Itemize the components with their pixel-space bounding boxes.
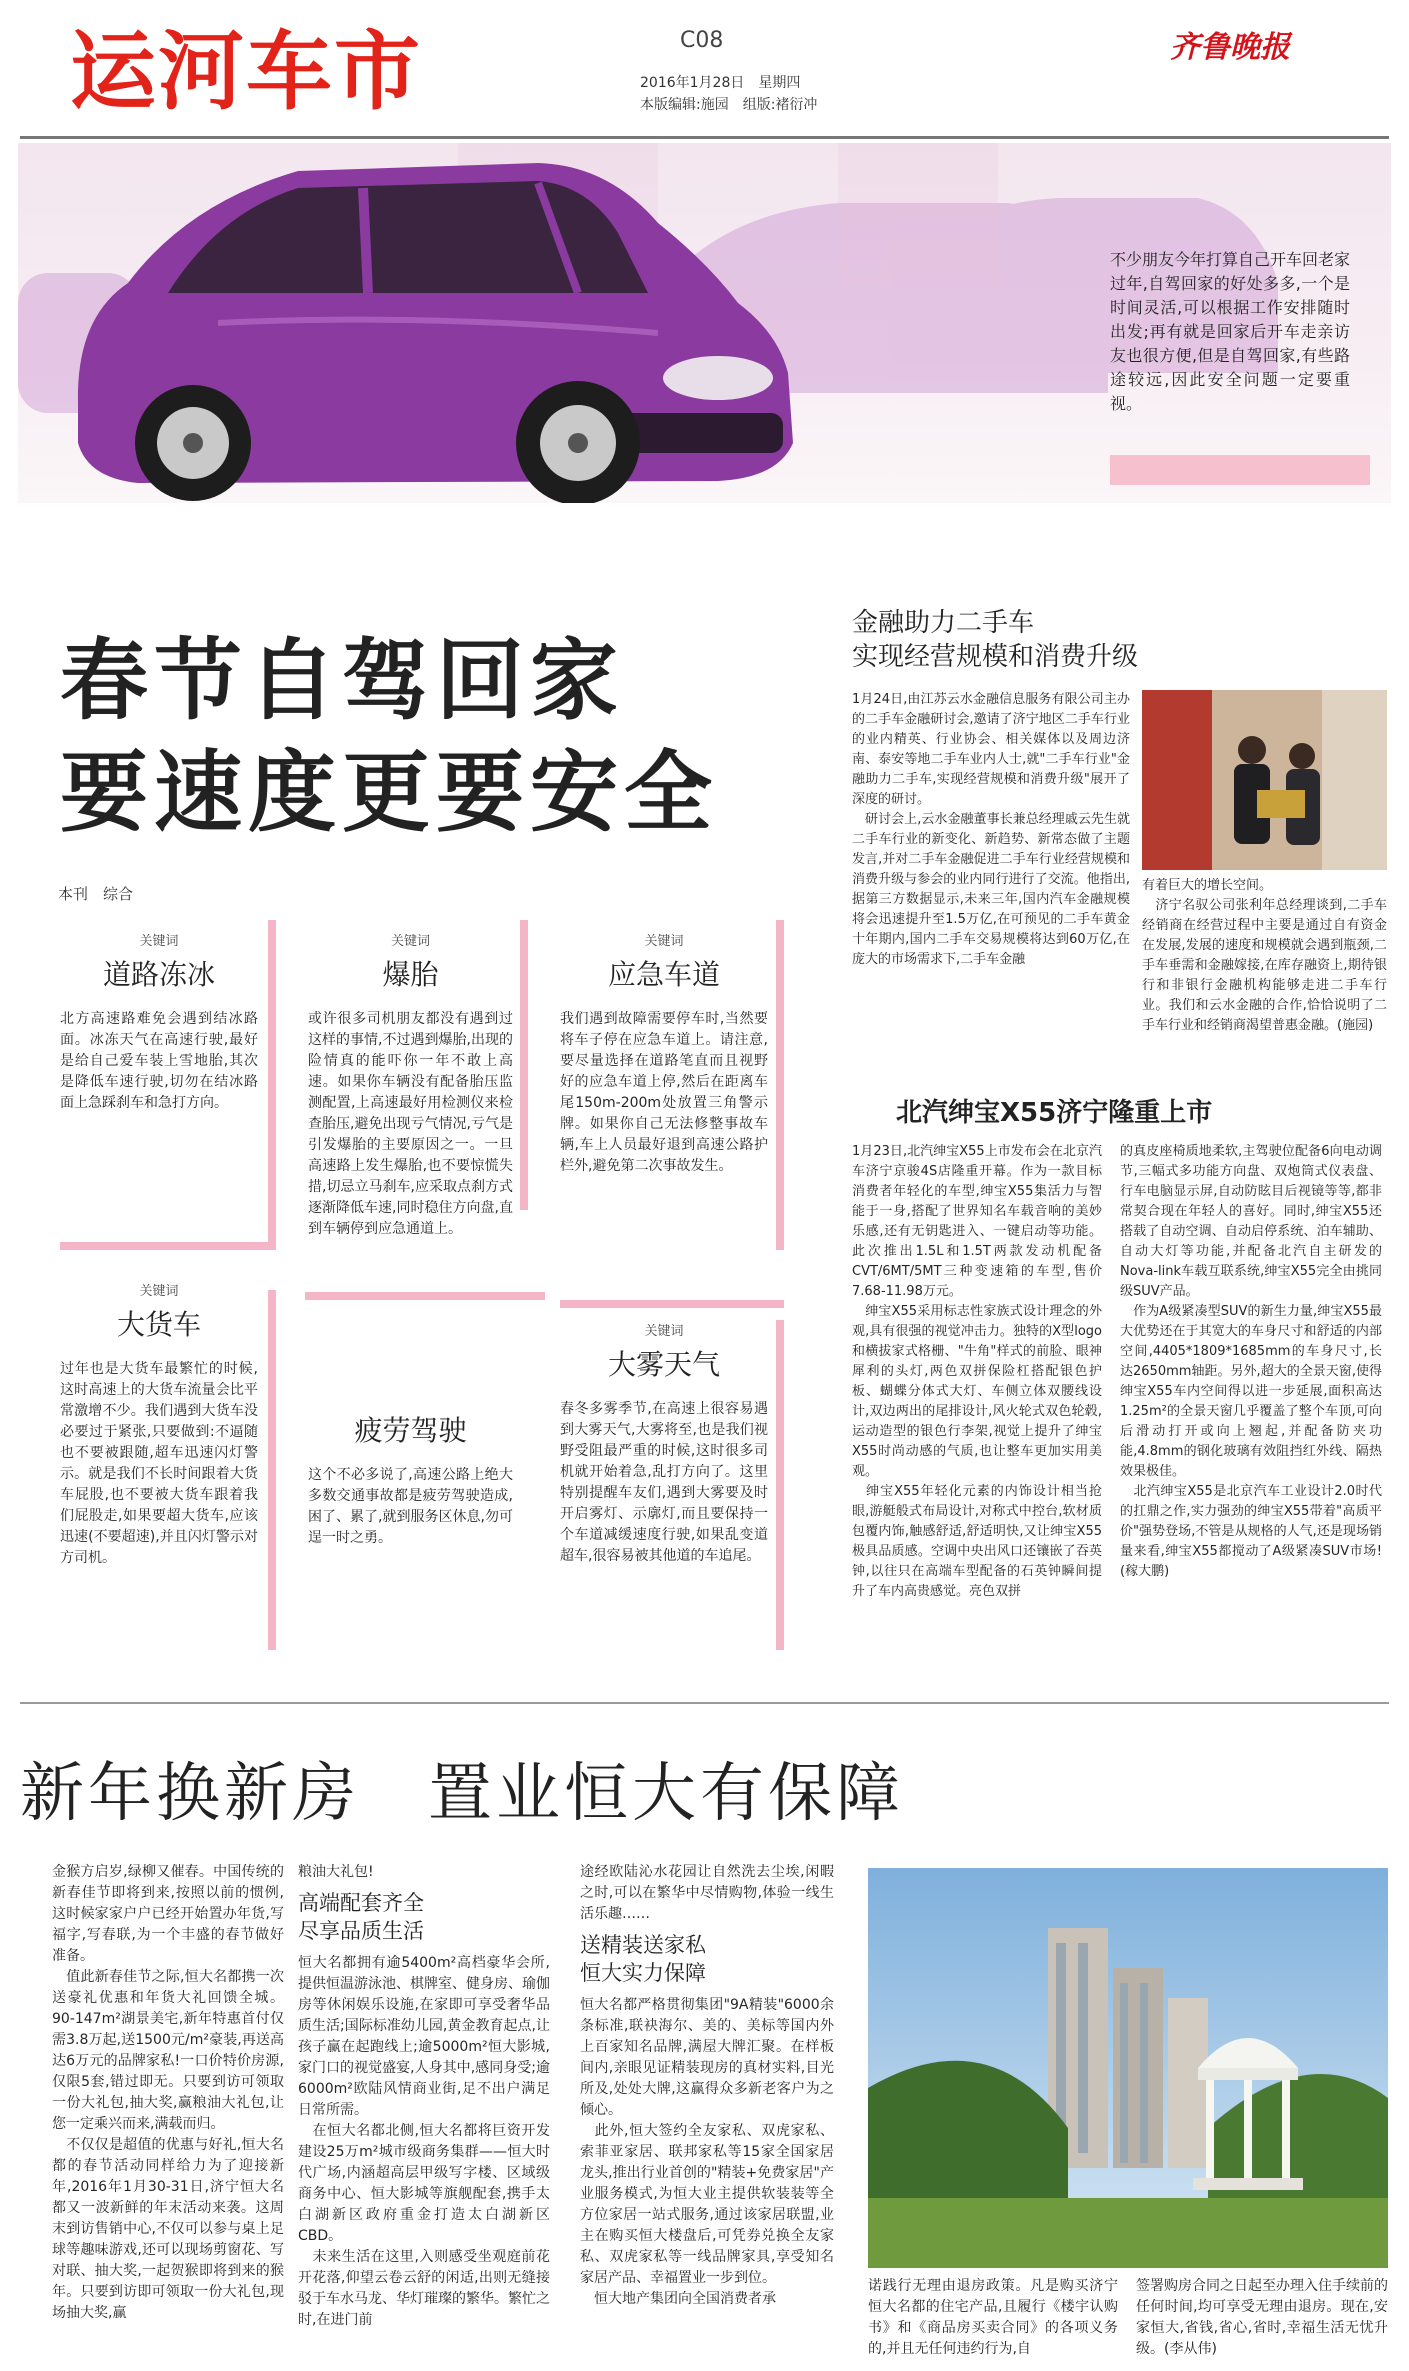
evergrande-col3-top: 途经欧陆沁水花园让自然洗去尘埃,闲暇之时,可以在繁华中尽情购物,体验一线生活乐趣…… xyxy=(580,1864,834,1922)
frame-line xyxy=(60,1242,276,1250)
keyword-box-emergency-lane xyxy=(560,930,768,1177)
keyword-tag: 关键词 xyxy=(644,1324,684,1339)
frame-line xyxy=(520,920,528,1210)
keyword-title: 疲劳驾驶 xyxy=(354,1414,467,1447)
keyword-tag: 关键词 xyxy=(139,934,179,949)
evergrande-headline: 新年换新房 置业恒大有保障 xyxy=(20,1757,904,1831)
keyword-box-fog xyxy=(560,1320,768,1567)
frame-line xyxy=(268,1290,276,1650)
seminar-photo-illustration xyxy=(1142,690,1387,870)
keyword-body: 春冬多雾季节,在高速上很容易遇到大雾天气,大雾将至,也是我们视野受阻最严重的时候,这时很多司机就开始着急,乱打方向了。这里特别提醒车友们,遇到大雾要及时开启雾灯、示廓灯,而且要保持一个车道减缓速度行驶,如果乱变道超车,很容易被其他道的车追尾。 xyxy=(560,1401,768,1564)
keyword-title: 大雾天气 xyxy=(607,1348,720,1381)
frame-line xyxy=(305,1292,545,1300)
hero-accent-bar xyxy=(1110,455,1370,485)
evergrande-subtitle-1b: 尽享品质生活 xyxy=(298,1919,424,1943)
frame-line xyxy=(776,920,784,1250)
evergrande-col1: 金猴方启岁,绿柳又催春。中国传统的新春佳节即将到来,按照以前的惯例,这时候家家户户已经开始置办年货,写福字,写春联,为一个丰盛的春节做好准备。 值此新春佳节之际,恒大名都携一次送豪礼优惠和年货大礼回馈全城。90-147m²湖景美宅,新年特惠首付仅需3.8万起,送1500元/m²豪装,再送高达6万元的品牌家私!一口价特价房源,仅限5套,错过即无。只要到访可领取一份大礼包,抽大奖,赢粮油大礼包,让您一定乘兴而来,满载而归。 不仅仅是超值的优惠与好礼,恒大名都的春节活动同样给力为了迎接新年,2016年1月30-31日,济宁恒大名都又一波新鲜的年末活动来袭。这周末到访售销中心,不仅可以参与桌上足球等趣味游戏,还可以现场剪窗花、写对联、抽大奖,一起贺猴即将到来的猴年。只要到访即可领取一份大礼包,现场抽大奖,赢 xyxy=(52,1864,284,2321)
finance-article-title xyxy=(852,606,1372,674)
keyword-body: 北方高速路难免会遇到结冰路面。冰冻天气在高速行驶,最好是给自己爱车装上雪地胎,其次是降低车速行驶,切勿在结冰路面上急踩刹车和急打方向。 xyxy=(60,1011,258,1111)
main-headline-line1: 春节自驾回家 xyxy=(60,629,625,732)
baic-article-body-right: 的真皮座椅质地柔软,主驾驶位配备6向电动调节,三幅式多功能方向盘、双炮筒式仪表盘、行车电脑显示屏,自动防眩目后视镜等等,都非常契合现在年轻人的喜好。同时,绅宝X55还搭载了自动空调、自动启停系统、泊车辅助、自动大灯等功能,并配备北汽自主研发的Nova-link车载互联系统,绅宝X55完全由挑同级SUV产品。 作为A级紧凑型SUV的新生力量,绅宝X55最大优势还在于其宽大的车身尺寸和舒适的内部空间,4405*1809*1685mm的车身尺寸,长达2650mm轴距。另外,超大的全景天窗,使得绅宝X55车内空间得以进一步延展,面积高达1.25m²的全景天窗几乎覆盖了整个车顶,可向后滑动打开或向上翘起,并配备防夹功能,4.8mm的钢化玻璃有效阻挡红外线、隔热效果极佳。 北汽绅宝X55是北京汽车工业设计2.0时代的扛鼎之作,实力强劲的绅宝X55带着"高质平价"强势登场,不管是从规格的人气,还是现场销量来看,绅宝X55都搅动了A级紧凑SUV市场!(稼大鹏) xyxy=(1120,1144,1382,1579)
residence-photo xyxy=(868,1868,1388,2268)
baic-article-title: 北汽绅宝X55济宁隆重上市 xyxy=(896,1098,1213,1128)
keyword-tag: 关键词 xyxy=(139,1284,179,1299)
keyword-title: 应急车道 xyxy=(607,958,720,991)
keyword-tag: 关键词 xyxy=(644,934,684,949)
evergrande-col3 xyxy=(580,1862,834,2310)
evergrande-under-photo-left: 诺践行无理由退房政策。凡是购买济宁恒大名都的住宅产品,且履行《楼宇认购书》和《商品房买卖合同》的各项义务的,并且无任何违约行为,自 xyxy=(868,2278,1118,2357)
issue-date: 2016年1月28日 星期四 xyxy=(640,75,801,91)
keyword-body: 这个不必多说了,高速公路上绝大多数交通事故都是疲劳驾驶造成,困了、累了,就到服务区休息,勿可逞一时之勇。 xyxy=(308,1467,513,1546)
frame-line xyxy=(268,920,276,1250)
keyword-body: 我们遇到故障需要停车时,当然要将车子停在应急车道上。请注意,要尽量选择在道路笔直而且视野好的应急车道上停,然后在距离车尾150m-200m处放置三角警示牌。如果你自己无法修整事故车辆,车上人员最好退到高速公路护栏外,避免第二次事故发生。 xyxy=(560,1011,768,1174)
keyword-title: 大货车 xyxy=(116,1308,201,1341)
keyword-tag: 关键词 xyxy=(390,934,430,949)
keyword-box-tire-blowout xyxy=(308,930,513,1240)
editor-credits: 本版编辑:施园 组版:褚衍冲 xyxy=(640,97,818,113)
keyword-title: 道路冻冰 xyxy=(102,958,215,991)
finance-title-line2: 实现经营规模和消费升级 xyxy=(852,642,1139,672)
keyword-title: 爆胎 xyxy=(382,958,439,991)
main-headline xyxy=(60,625,820,849)
keyword-body: 过年也是大货车最繁忙的时候,这时高速上的大货车流量会比平常激增不少。我们遇到大货车没必要过于紧张,只要做到:不逼随也不要被跟随,超车迅速闪灯警示。就是我们不长时间跟着大货车屁股,也不要被大货车跟着我们屁股走,如果要超大货车,应该迅速(不要超速),并且闪灯警示对方司机。 xyxy=(60,1361,258,1566)
byline: 本刊 综合 xyxy=(58,885,134,903)
frame-line xyxy=(560,1300,784,1308)
evergrande-subtitle-2a: 送精装送家私 xyxy=(580,1933,706,1957)
main-headline-line2: 要速度更要安全 xyxy=(60,741,719,844)
finance-article-body-left: 1月24日,由江苏云水金融信息服务有限公司主办的二手车金融研讨会,邀请了济宁地区二手车行业的业内精英、行业协会、相关媒体以及周边济南、泰安等地二手车业内人士,就"二手车行业"金融助力二手车,实现经营规模和消费升级"展开了深度的研讨。 研讨会上,云水金融董事长兼总经理戚云先生就二手车行业的新变化、新趋势、新常态做了主题发言,并对二手车金融促进二手车行业经营规模和消费升级与参会的业内同行进行了交流。他指出,据第三方数据显示,未来三年,国内汽车金融规模将会迅速提升至1.5万亿,在可预见的二手车黄金十年期内,国内二手车交易规模将达到60万亿,在庞大的市场需求下,二手车金融 xyxy=(852,692,1130,967)
evergrande-subtitle-1a: 高端配套齐全 xyxy=(298,1891,424,1915)
keyword-box-trucks xyxy=(60,1280,258,1569)
evergrande-under-photo-right: 签署购房合同之日起至办理入住手续前的任何时间,均可享受无理由退房。现在,安家恒大,省钱,省心,省时,幸福生活无忧升级。(李从伟) xyxy=(1136,2278,1388,2357)
evergrande-col2-body: 恒大名都拥有逾5400m²高档豪华会所,提供恒温游泳池、棋牌室、健身房、瑜伽房等休闲娱乐设施,在家即可享受奢华品质生活;国际标准幼儿园,黄金教育起点,让孩子赢在起跑线上;逾5000m²恒大影城,家门口的视觉盛宴,人身其中,感同身受;逾6000m²欧陆风情商业街,足不出户满足日常所需。 在恒大名都北侧,恒大名都将巨资开发建设25万m²城市级商务集群——恒大时代广场,内涵超高层甲级写字楼、区域级商务中心、恒大影城等旗舰配套,携手太白湖新区政府重金打造太白湖新区CBD。 未来生活在这里,入则感受坐观庭前花开花落,仰望云卷云舒的闲适,出则无缝接驳于车水马龙、华灯璀璨的繁华。繁忙之时,在进门前 xyxy=(298,1955,550,2328)
baic-article-body-left: 1月23日,北汽绅宝X55上市发布会在北京汽车济宁京骏4S店隆重开幕。作为一款目标消费者年轻化的车型,绅宝X55集活力与智能于一身,搭配了世界知名车载音响的美妙乐感,还有无钥匙进入、一键启动等功能。此次推出1.5L和1.5T两款发动机配备CVT/6MT/5MT三种变速箱的车型,售价7.68-11.98万元。 绅宝X55采用标志性家族式设计理念的外观,具有很强的视觉冲击力。独特的X型logo和横拔家式格栅、"牛角"样式的前脸、眼神犀利的头灯,两色双拼保险杠搭配银色护板、蝴蝶分体式大灯、车侧立体双腰线设计,双边两出的尾排设计,风火轮式双色轮毂,运动造型的银色行李架,视觉上提升了绅宝X55时尚动感的气质,也让整车更加实用美观。 绅宝X55年轻化元素的内饰设计相当抢眼,游艇般式布局设计,对称式中控台,软材质包覆内饰,触感舒适,舒适明快,又让绅宝X55极具品质感。空调中央出风口还镶嵌了吞英钟,以往只在高端车型配备的石英钟瞬间提升了车内高贵感觉。亮色双拼 xyxy=(852,1144,1102,1599)
masthead-title: 运河车市 xyxy=(70,22,422,122)
section-divider xyxy=(20,1702,1389,1704)
keyword-body: 或许很多司机朋友都没有遇到过这样的事情,不过遇到爆胎,出现的险情真的能吓你一年不敢上高速。如果你车辆没有配备胎压监测配置,上高速最好用检测仪来检查胎压,避免出现亏气情况,亏气是引发爆胎的主要原因之一。一旦高速路上发生爆胎,也不要惊慌失措,切忌立马刹车,应采取点刹方式逐渐降低车速,同时稳住方向盘,直到车辆停到应急通道上。 xyxy=(308,1011,513,1237)
finance-title-line1: 金融助力二手车 xyxy=(852,608,1035,638)
keyword-box-road-ice xyxy=(60,930,258,1114)
frame-line xyxy=(776,1320,784,1650)
evergrande-col3-body: 恒大名都严格贯彻集团"9A精装"6000余条标准,联袂海尔、美的、美标等国内外上百家知名品牌,满屋大牌汇聚。在样板间内,亲眼见证精装现房的真材实料,目光所及,处处大牌,这赢得众多新老客户为之倾心。 此外,恒大签约全友家私、双虎家私、索菲亚家居、联邦家私等15家全国家居龙头,推出行业首创的"精装+免费家居"产业服务模式,为恒大业主提供软装装等全方位家居一站式服务,通过该家居联盟,业主在购买恒大楼盘后,可凭券兑换全友家私、双虎家私等一线品牌家具,享受知名家居产品、幸福置业一步到位。 恒大地产集团向全国消费者承 xyxy=(580,1997,834,2307)
keyword-box-fatigue xyxy=(308,1405,513,1549)
newspaper-logo: 齐鲁晚报 xyxy=(1170,30,1290,65)
page-number: C08 xyxy=(680,28,724,53)
residence-illustration xyxy=(868,1868,1388,2268)
evergrande-subtitle-2b: 恒大实力保障 xyxy=(580,1961,706,1985)
evergrande-col2-top: 粮油大礼包! xyxy=(298,1864,374,1880)
seminar-photo xyxy=(1142,690,1387,870)
finance-article-body-right: 有着巨大的增长空间。 济宁名驭公司张利年总经理谈到,二手车经销商在经营过程中主要是通过自有资金在发展,发展的速度和规模就会遇到瓶颈,二手车垂需和金融嫁接,在库存融资上,期待银行和非银行金融机构能够走进二手车行业。我们和云水金融的合作,恰恰说明了二手车行业和经销商渴望普惠金融。(施园) xyxy=(1142,878,1387,1033)
evergrande-col2 xyxy=(298,1862,550,2331)
hero-intro-text: 不少朋友今年打算自己开车回老家过年,自驾回家的好处多多,一个是时间灵活,可以根据工作安排随时出发;再有就是回家后开车走亲访友也很方便,但是自驾回家,有些路途较远,因此安全问题一定要重视。 xyxy=(1110,250,1351,413)
header-divider xyxy=(20,136,1389,139)
